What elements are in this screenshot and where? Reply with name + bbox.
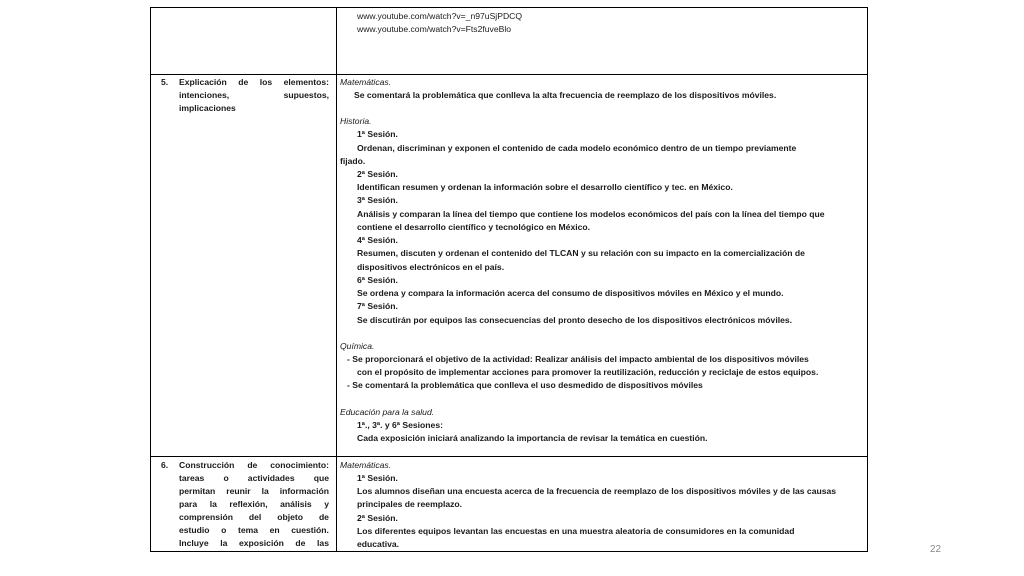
label-line xyxy=(179,76,329,89)
row-number-6: 6. xyxy=(161,460,169,470)
label-word: los xyxy=(259,77,273,87)
label-word: de xyxy=(318,512,329,522)
label-word: Incluye xyxy=(179,538,209,548)
content-line: Cada exposición iniciará analizando la importancia de revisar la temática en cuestión. xyxy=(357,433,708,443)
content-line: Los diferentes equipos levantan las encuestas en una muestra aleatoria de consumidores en la comunidad xyxy=(357,526,795,536)
label-word: cuestión. xyxy=(291,525,329,535)
session-label: 1ª Sesión. xyxy=(357,473,398,483)
label-word: y xyxy=(324,499,329,509)
content-line: principales de reemplazo. xyxy=(357,499,463,509)
session-label: 7ª Sesión. xyxy=(357,301,398,311)
label-word: elementos: xyxy=(283,77,329,87)
column-divider xyxy=(336,8,337,551)
youtube-link-2[interactable]: www.youtube.com/watch?v=Fts2fuveBlo xyxy=(357,24,512,34)
section-heading-historia: Historia. xyxy=(340,116,372,126)
session-label: 4ª Sesión. xyxy=(357,235,398,245)
document-table xyxy=(150,7,868,552)
youtube-link-1[interactable]: www.youtube.com/watch?v=_n97uSjPDCQ xyxy=(357,11,523,21)
label-word: conocimiento: xyxy=(270,460,329,470)
label-word: intenciones, xyxy=(179,90,230,100)
label-word: objeto xyxy=(277,512,304,522)
content-line: Resumen, discuten y ordenan el contenido del TLCAN y su relación con su impacto en la comercialización de xyxy=(357,248,805,258)
label-word: que xyxy=(313,473,329,483)
label-word: la xyxy=(209,499,217,509)
label-word: o xyxy=(221,525,227,535)
label-line xyxy=(179,485,329,498)
content-line: Ordenan, discriminan y exponen el contenido de cada modelo económico dentro de un tiempo previamente xyxy=(357,143,797,153)
label-word: supuestos, xyxy=(283,90,329,100)
label-word: reunir xyxy=(226,486,251,496)
row-divider-6 xyxy=(151,456,867,457)
label-word: análisis xyxy=(280,499,312,509)
label-line xyxy=(179,89,329,102)
content-line: contiene el desarrollo científico y tecnológico en México. xyxy=(357,222,591,232)
content-line: Se comentará la problemática que conlleva la alta frecuencia de reemplazo de los dispositivos móviles. xyxy=(354,90,777,100)
content-line: Identifican resumen y ordenan la información sobre el desarrollo científico y tec. en México. xyxy=(357,182,733,192)
session-label: 1ª., 3ª. y 6ª Sesiones: xyxy=(357,420,443,430)
label-word: estudio xyxy=(179,525,210,535)
label-word: exposición xyxy=(238,538,284,548)
content-line: Los alumnos diseñan una encuesta acerca de la frecuencia de reemplazo de los dispositivos móviles y de las causas xyxy=(357,486,837,496)
label-word: la xyxy=(220,538,228,548)
section-heading-quimica: Química. xyxy=(340,341,375,351)
session-label: 2ª Sesión. xyxy=(357,513,398,523)
label-word: implicaciones xyxy=(179,103,236,113)
label-line xyxy=(179,537,329,550)
label-word: comprensión xyxy=(179,512,233,522)
label-line xyxy=(179,524,329,537)
content-line: dispositivos electrónicos en el país. xyxy=(357,262,505,272)
section-heading-matematicas-6: Matemáticas. xyxy=(340,460,392,470)
label-line xyxy=(179,511,329,524)
label-word: en xyxy=(269,525,280,535)
content-line: - Se comentará la problemática que conlleva el uso desmedido de dispositivos móviles xyxy=(347,380,703,390)
label-word: tareas xyxy=(179,473,205,483)
label-line xyxy=(179,459,329,472)
row-divider-5 xyxy=(151,74,867,75)
content-line: con el propósito de implementar acciones para promover la reutilización, reducción y reciclaje de estos equipos. xyxy=(357,367,819,377)
label-word: reflexión, xyxy=(229,499,268,509)
label-word: del xyxy=(248,512,262,522)
label-word: las xyxy=(317,538,329,548)
label-word: de xyxy=(238,77,249,87)
section-heading-salud: Educación para la salud. xyxy=(340,407,435,417)
session-label: 6ª Sesión. xyxy=(357,275,398,285)
label-word: permitan xyxy=(179,486,216,496)
label-word: información xyxy=(279,486,329,496)
content-line: Se ordena y compara la información acerca del consumo de dispositivos móviles en México y el mundo. xyxy=(357,288,784,298)
label-line xyxy=(179,472,329,485)
content-line: - Se proporcionará el objetivo de la actividad: Realizar análisis del impacto ambiental de los dispositivos móviles xyxy=(347,354,809,364)
label-word: actividades xyxy=(247,473,295,483)
section-heading-matematicas: Matemáticas. xyxy=(340,77,392,87)
row-label-6 xyxy=(179,459,329,550)
session-label: 3ª Sesión. xyxy=(357,195,398,205)
content-line: Se discutirán por equipos las consecuencias del pronto desecho de los dispositivos electrónicos móviles. xyxy=(357,315,793,325)
content-line: Análisis y comparan la línea del tiempo que contiene los modelos económicos del país con la línea del tiempo que xyxy=(357,209,825,219)
row-label-5 xyxy=(179,76,329,115)
label-word: de xyxy=(247,460,258,470)
label-word: Explicación xyxy=(179,77,227,87)
session-label: 1ª Sesión. xyxy=(357,129,398,139)
label-word: la xyxy=(261,486,269,496)
content-line: fijado. xyxy=(340,156,366,166)
page-number: 22 xyxy=(930,544,942,555)
label-word: tema xyxy=(237,525,259,535)
label-line xyxy=(179,498,329,511)
label-word: para xyxy=(179,499,198,509)
row-number-5: 5. xyxy=(161,77,169,87)
label-line xyxy=(179,102,329,115)
label-word: de xyxy=(295,538,306,548)
session-label: 2ª Sesión. xyxy=(357,169,398,179)
content-line: educativa. xyxy=(357,539,400,549)
label-word: Construcción xyxy=(179,460,235,470)
label-word: o xyxy=(223,473,229,483)
